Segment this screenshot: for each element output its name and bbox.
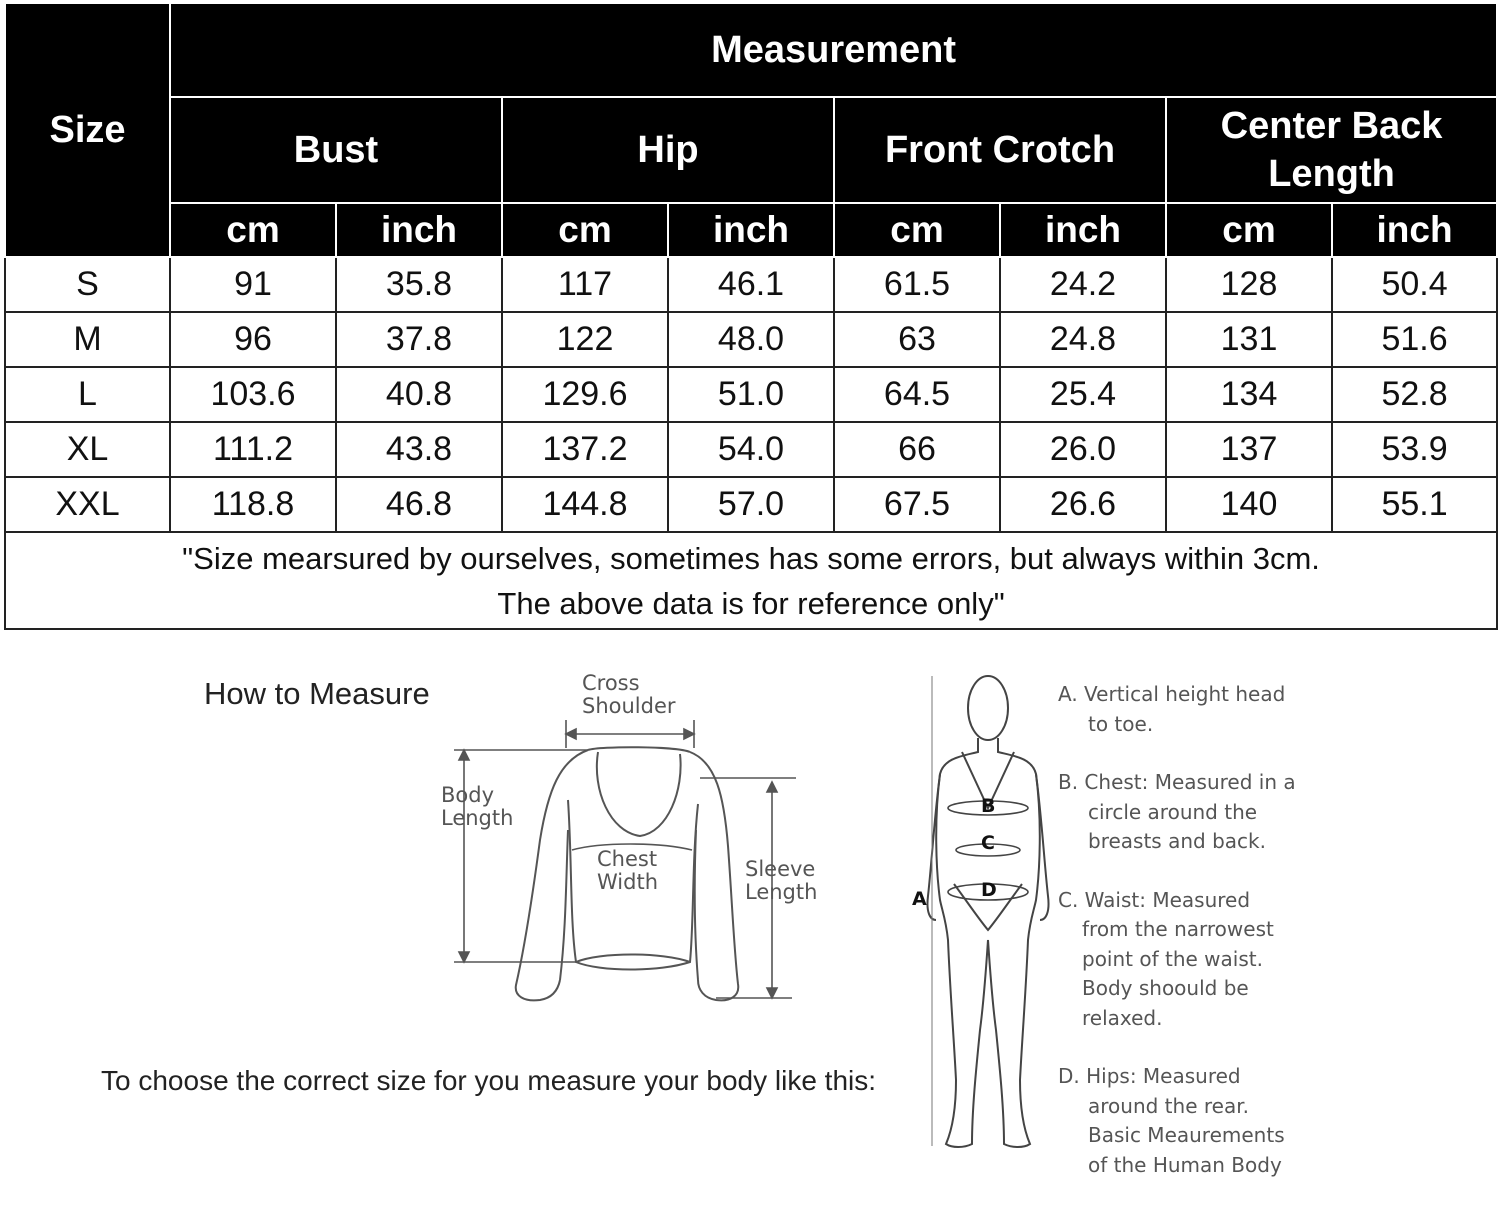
unit-header: inch: [1000, 203, 1166, 257]
value-cell: 48.0: [668, 312, 834, 367]
note-cell: [5, 532, 1497, 629]
body-figure: [927, 676, 1048, 1147]
sleeve-length-label: [745, 858, 817, 904]
arrowhead: [459, 750, 469, 760]
unit-header: cm: [1166, 203, 1332, 257]
measure-legend: [1058, 680, 1358, 1209]
value-cell: 24.2: [1000, 257, 1166, 312]
unit-header: cm: [834, 203, 1000, 257]
value-cell: 57.0: [668, 477, 834, 532]
legend-line: A. Vertical height head: [1058, 682, 1286, 706]
unit-header: inch: [1332, 203, 1497, 257]
value-cell: 46.1: [668, 257, 834, 312]
unit-header: inch: [668, 203, 834, 257]
table-header: [5, 3, 1497, 257]
arrowhead: [566, 729, 576, 739]
table-row: [5, 422, 1497, 477]
label-line: Width: [597, 870, 659, 894]
value-cell: 128: [1166, 257, 1332, 312]
legend-line: to toe.: [1088, 711, 1154, 736]
legend-line: relaxed.: [1082, 1005, 1163, 1030]
legend-line: D. Hips: Measured: [1058, 1064, 1241, 1088]
label-line: Chest: [597, 847, 658, 871]
value-cell: 117: [502, 257, 668, 312]
body-length-label: [441, 784, 513, 830]
value-cell: 54.0: [668, 422, 834, 477]
legend-line: Basic Meaurements: [1088, 1123, 1285, 1147]
arrowhead: [767, 988, 777, 998]
value-cell: 61.5: [834, 257, 1000, 312]
size-cell: L: [5, 367, 170, 422]
arrowhead: [459, 952, 469, 962]
legend-line: circle around the: [1088, 799, 1258, 824]
value-cell: 118.8: [170, 477, 336, 532]
value-cell: 24.8: [1000, 312, 1166, 367]
how-to-measure-title: How to Measure: [204, 676, 430, 711]
front-crotch-header: Front Crotch: [834, 97, 1166, 203]
size-cell: XL: [5, 422, 170, 477]
label-line: Body: [441, 783, 495, 807]
legend-item-b: [1058, 768, 1358, 857]
value-cell: 122: [502, 312, 668, 367]
value-cell: 25.4: [1000, 367, 1166, 422]
legend-item-a: [1058, 680, 1358, 739]
label-line: Cross: [582, 671, 640, 695]
value-cell: 43.8: [336, 422, 502, 477]
bust-header: Bust: [170, 97, 502, 203]
body-measure-lines: [932, 676, 1028, 1146]
value-cell: 131: [1166, 312, 1332, 367]
cross-shoulder-label: [582, 672, 676, 718]
legend-line: B. Chest: Measured in a: [1058, 770, 1296, 794]
value-cell: 51.0: [668, 367, 834, 422]
legend-line: breasts and back.: [1088, 829, 1266, 853]
note-line: "Size mearsured by ourselves, sometimes has some errors, but always within 3cm.: [182, 540, 1320, 576]
size-cell: M: [5, 312, 170, 367]
legend-line: of the Human Body: [1088, 1152, 1282, 1177]
value-cell: 64.5: [834, 367, 1000, 422]
label-line: Shoulder: [582, 694, 676, 718]
label-line: Length: [745, 880, 818, 904]
legend-line: point of the waist.: [1082, 946, 1263, 971]
value-cell: 67.5: [834, 477, 1000, 532]
unit-header: inch: [336, 203, 502, 257]
body-key-a: A: [912, 888, 927, 910]
legend-item-d: [1058, 1062, 1358, 1180]
body-key-b: B: [981, 795, 996, 817]
value-cell: 111.2: [170, 422, 336, 477]
arrowhead: [767, 782, 777, 792]
note-line: The above data is for reference only": [497, 585, 1005, 621]
table-row: [5, 477, 1497, 532]
value-cell: 40.8: [336, 367, 502, 422]
legend-item-c: [1058, 886, 1358, 1034]
body-key-d: D: [981, 879, 997, 901]
table-row: [5, 312, 1497, 367]
value-cell: 53.9: [1332, 422, 1497, 477]
legend-line: around the rear.: [1088, 1093, 1249, 1118]
size-column-header: Size: [5, 3, 170, 257]
value-cell: 129.6: [502, 367, 668, 422]
value-cell: 66: [834, 422, 1000, 477]
value-cell: 137.2: [502, 422, 668, 477]
value-cell: 52.8: [1332, 367, 1497, 422]
value-cell: 144.8: [502, 477, 668, 532]
value-cell: 50.4: [1332, 257, 1497, 312]
legend-line: Body shoould be: [1082, 976, 1249, 1000]
chest-width-label: [597, 848, 658, 894]
value-cell: 137: [1166, 422, 1332, 477]
value-cell: 26.6: [1000, 477, 1166, 532]
measurement-header: Measurement: [170, 3, 1497, 97]
head: [968, 676, 1008, 740]
center-back-length-label: Center Back Length: [1220, 105, 1443, 195]
legend-line: from the narrowest: [1082, 917, 1274, 941]
choose-size-instruction: To choose the correct size for you measure your body like this:: [101, 1065, 877, 1096]
arrowhead: [684, 729, 694, 739]
label-line: Sleeve: [745, 857, 816, 881]
value-cell: 63: [834, 312, 1000, 367]
center-back-length-header: [1166, 97, 1497, 203]
value-cell: 55.1: [1332, 477, 1497, 532]
size-chart-table: [4, 2, 1498, 630]
value-cell: 134: [1166, 367, 1332, 422]
value-cell: 46.8: [336, 477, 502, 532]
value-cell: 96: [170, 312, 336, 367]
value-cell: 37.8: [336, 312, 502, 367]
hip-header: Hip: [502, 97, 834, 203]
value-cell: 91: [170, 257, 336, 312]
legend-line: C. Waist: Measured: [1058, 887, 1251, 912]
unit-header: cm: [502, 203, 668, 257]
label-line: Length: [441, 806, 514, 830]
value-cell: 35.8: [336, 257, 502, 312]
value-cell: 51.6: [1332, 312, 1497, 367]
table-row: [5, 367, 1497, 422]
table-row: [5, 257, 1497, 312]
size-cell: S: [5, 257, 170, 312]
value-cell: 26.0: [1000, 422, 1166, 477]
size-cell: XXL: [5, 477, 170, 532]
table-body: [5, 257, 1497, 629]
body-key-c: C: [981, 832, 995, 854]
value-cell: 140: [1166, 477, 1332, 532]
value-cell: 103.6: [170, 367, 336, 422]
unit-header: cm: [170, 203, 336, 257]
note-row: [5, 532, 1497, 629]
